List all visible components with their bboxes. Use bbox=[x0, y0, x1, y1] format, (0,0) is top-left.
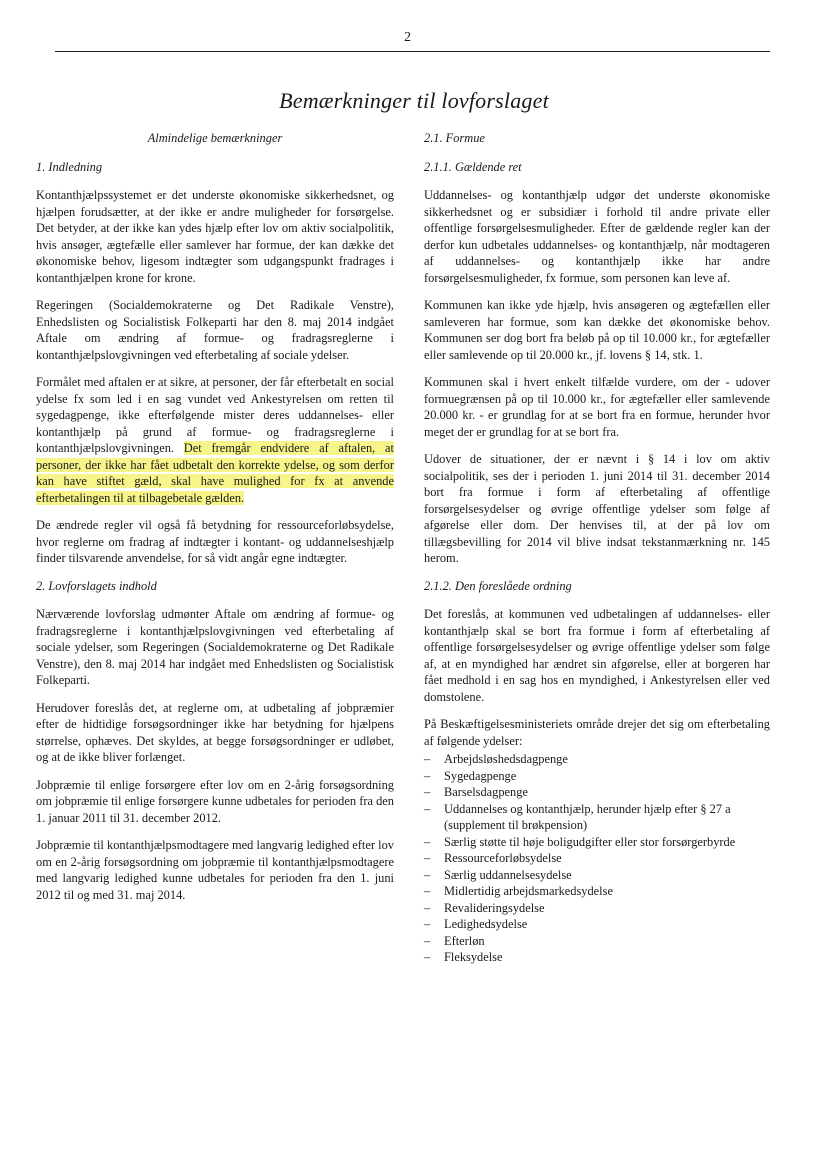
paragraph: De ændrede regler vil også få betydning for ressourceforløbsydelse, hvor reglerne om fradrag af indtægter i kontant- og uddannelseshjælp finder tilsvarende anvendelse, for så vidt angår egne indtægter. bbox=[36, 518, 394, 565]
section-2-heading: 2. Lovforslagets indhold bbox=[36, 578, 157, 593]
document-title: Bemærkninger til lovforslaget bbox=[279, 88, 549, 113]
paragraph-text: Formålet med aftalen er at sikre, at personer, der får efterbetalt en social ydelse fx som led i en sag vundet ved Ankestyrelsen om retten til sygedagpenge, ikke efterfølgende mister deres uddannelses- eller kontanthjælp på grund af formue- og fradragsreglerne i kontanthjælpslovgivningen. bbox=[36, 375, 394, 455]
paragraph: Nærværende lovforslag udmønter Aftale om ændring af formue- og fradragsreglerne i kontanthjælpslovgivningen ved efterbetaling af sociale ydelser, som Regeringen (Socialdemokraterne og Det Radikale Venstre), den 8. maj 2014 har indgået med Enhedslisten og Socialistisk Folkeparti. bbox=[36, 607, 394, 687]
paragraph bbox=[36, 374, 394, 506]
paragraph: Kommunen kan ikke yde hjælp, hvis ansøgeren og ægtefællen eller samleveren har formue, som kan dække det økonomiske behov. Kommunen ser dog bort fra beløb på op til 10.000 kr., for ægtefæller eller samlevende op til 20.000 kr., jf. lovens § 14, stk. 1. bbox=[424, 298, 770, 362]
section-1-heading: 1. Indledning bbox=[36, 159, 103, 174]
list-item: – Barselsdagpenge bbox=[424, 784, 770, 801]
list-item: – Særlig støtte til høje boligudgifter eller stor forsørgerbyrde bbox=[424, 834, 770, 851]
benefits-list bbox=[424, 751, 770, 966]
section-2-1-1-heading: 2.1.1. Gældende ret bbox=[424, 159, 522, 174]
list-item: – Fleksydelse bbox=[424, 949, 770, 966]
section-2-1-heading: 2.1. Formue bbox=[424, 131, 485, 145]
paragraph: Jobpræmie til enlige forsørgere efter lov om en 2-årig forsøgsordning om jobpræmie til enlige forsørgere kunne udbetales for perioden fra den 1. januar 2011 til 31. december 2012. bbox=[36, 777, 394, 825]
list-item: – Arbejdsløshedsdagpenge bbox=[424, 751, 770, 768]
list-item: – Særlig uddannelsesydelse bbox=[424, 867, 770, 884]
paragraph: På Beskæftigelsesministeriets område drejer det sig om efterbetaling af følgende ydelser: bbox=[424, 717, 770, 748]
list-item: – Ressourceforløbsydelse bbox=[424, 850, 770, 867]
section-2-1-2-heading: 2.1.2. Den foreslåede ordning bbox=[424, 578, 572, 593]
list-item: – Uddannelses og kontanthjælp, herunder hjælp efter § 27 a (supplement til brøkpension) bbox=[424, 801, 770, 834]
paragraph: Herudover foreslås det, at reglerne om, at udbetaling af jobpræmier efter de hidtidige forsøgsordninger ikke har betydning for hjælpens størrelse, ophæves. Det skyldes, at begge forsøgsordninger er udløbet, og at de ikke bliver forlænget. bbox=[36, 700, 394, 764]
right-column bbox=[424, 130, 770, 966]
header-rule bbox=[55, 51, 770, 52]
paragraph: Kommunen skal i hvert enkelt tilfælde vurdere, om der - udover formuegrænsen på op til 10.000 kr., for ægtefæller eller samlevende 20.000 kr. - er grundlag for at se bort fra en formue, herunder hvor meget der er grundlag for at se bort fra. bbox=[424, 375, 770, 439]
highlighted-text: Det fremgår endvidere af aftalen, at personer, der ikke har fået udbetalt den korrekte ydelse, og som derfor kan have stiftet gæld, skal have mulighed for fx at anvende efterbetalingen til at tilbagebetale gælden. bbox=[36, 441, 394, 505]
paragraph: Uddannelses- og kontanthjælp udgør det underste økonomiske sikkerhedsnet og er subsidiær i forhold til andre private eller offentlige forsørgelsesmuligheder. Efter de gældende regler kan der derfor kun udbetales uddannelses- og kontanthjælp, når modtageren af uddannelses- og kontanthjælp ikke har andre forsørgelsesmuligheder, fx formue, som personen kan leve af. bbox=[424, 188, 770, 285]
page-number: 2 bbox=[404, 30, 411, 45]
list-item: – Midlertidig arbejdsmarkedsydelse bbox=[424, 883, 770, 900]
list-item: – Sygedagpenge bbox=[424, 768, 770, 785]
left-column bbox=[36, 130, 394, 914]
general-remarks-heading: Almindelige bemærkninger bbox=[147, 131, 283, 145]
paragraph: Jobpræmie til kontanthjælpsmodtagere med langvarig ledighed efter lov om en 2-årig forsøgsordning om jobpræmie til kontanthjælpsmodtagere med langvarig ledighed kunne udbetales for perioden fra den 1. juni 2012 til og med 31. maj 2014. bbox=[36, 838, 394, 902]
paragraph: Regeringen (Socialdemokraterne og Det Radikale Venstre), Enhedslisten og Socialistisk Folkeparti har den 8. maj 2014 indgået Aftale om ændring af formue- og fradragsreglerne i kontanthjælpslovgivningen ved efterbetaling af sociale ydelser. bbox=[36, 298, 394, 362]
paragraph: Udover de situationer, der er nævnt i § 14 i lov om aktiv socialpolitik, ses der i perioden 1. juni 2014 til 31. december 2014 bort fra formue i form af efterbetaling af offentlige forsørgelsesydelser og øvrige offentlige ydelser som følge af afgørelse eller dom. Der henvises til, at der på lov om tillægsbevilling for 2014 vil blive indsat tekstanmærkning nr. 145 herom. bbox=[424, 452, 770, 565]
list-item: – Revalideringsydelse bbox=[424, 900, 770, 917]
paragraph: Det foreslås, at kommunen ved udbetalingen af uddannelses- eller kontanthjælp skal se bort fra formue i form af efterbetaling af offentlige forsørgelsesydelser og øvrige offentlige ydelser som følge af, at en myndighed har ændret sin afgørelse, eller at borgeren har fået medhold i en sag hos en myndighed, i Ankestyrelsen eller ved domstolene. bbox=[424, 607, 770, 704]
list-item: – Efterløn bbox=[424, 933, 770, 950]
paragraph: Kontanthjælpssystemet er det underste økonomiske sikkerhedsnet, og hjælpen forudsætter, at der ikke er andre muligheder for forsørgelse. Det betyder, at der ikke kan ydes hjælp efter lov om aktiv socialpolitik, hvis ansøger, ægtefælle eller samlever har formue, der kan dække det økonomiske behov, ligesom indtægter som udgangspunkt fradrages i kontanthjælpen krone for krone. bbox=[36, 188, 394, 285]
list-item: – Ledighedsydelse bbox=[424, 916, 770, 933]
